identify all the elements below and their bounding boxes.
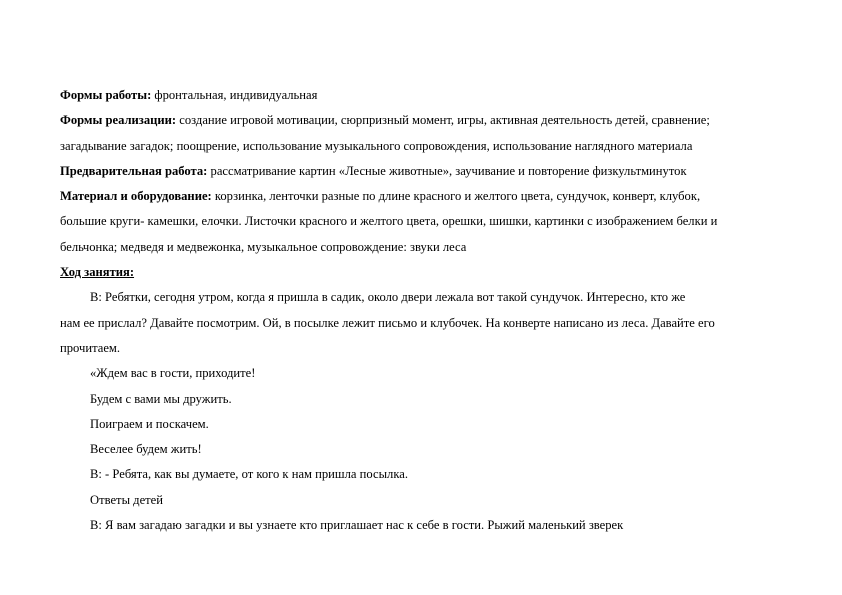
- poem-text-4: Веселее будем жить!: [90, 442, 202, 457]
- materials-text-2: большие круги- камешки, елочки. Листочки красного и желтого цвета, орешки, шишки, картинки с изображением белки и: [60, 214, 718, 229]
- poem-text-1: «Ждем вас в гости, приходите!: [90, 366, 256, 381]
- materials-text-1: корзинка, ленточки разные по длине красного и желтого цвета, сундучок, конверт, клубок,: [211, 189, 701, 204]
- paragraph1-text-2: нам ее прислал? Давайте посмотрим. Ой, в посылке лежит письмо и клубочек. На конверте написано из леса. Давайте его: [60, 315, 715, 330]
- poem-line-3: [60, 412, 792, 437]
- course-title-line: [60, 260, 792, 285]
- forms-realization-text-1: создание игровой мотивации, сюрпризный момент, игры, активная деятельность детей, сравнение;: [176, 113, 710, 128]
- preliminary-label: Предварительная работа:: [60, 163, 208, 178]
- forms-work-label: Формы работы:: [60, 88, 152, 102]
- forms-work-text: фронтальная, индивидуальная: [151, 88, 318, 102]
- forms-realization-line-2: [60, 134, 792, 159]
- materials-line-1: [60, 184, 792, 209]
- materials-line-2: [60, 209, 792, 234]
- preliminary-text: рассматривание картин «Лесные животные», заучивание и повторение физкультминуток: [207, 163, 687, 178]
- riddle-line: [60, 513, 792, 538]
- paragraph1-text-1: В: Ребятки, сегодня утром, когда я пришла в садик, около двери лежала вот такой сундучок. Интересно, кто же: [90, 290, 686, 305]
- poem-line-4: [60, 437, 792, 462]
- forms-realization-label: Формы реализации:: [60, 113, 177, 128]
- document-page: [60, 83, 792, 538]
- answers-line: [60, 488, 792, 513]
- poem-text-3: Поиграем и поскачем.: [90, 416, 209, 431]
- paragraph1-text-3: прочитаем.: [60, 340, 121, 355]
- question-line: [60, 462, 792, 487]
- forms-realization-text-2: загадывание загадок; поощрение, использование музыкального сопровождения, использование наглядного материала: [60, 138, 693, 153]
- preliminary-line: [60, 159, 792, 184]
- poem-line-2: [60, 387, 792, 412]
- materials-label: Материал и оборудование:: [60, 189, 212, 204]
- forms-work-line: [60, 83, 792, 108]
- forms-realization-line-1: [60, 108, 792, 133]
- poem-text-2: Будем с вами мы дружить.: [90, 391, 232, 406]
- course-title: Ход занятия:: [60, 265, 135, 280]
- paragraph1-line-1: [60, 285, 792, 310]
- materials-line-3: [60, 235, 792, 260]
- paragraph1-line-3: [60, 336, 792, 361]
- question-text: В: - Ребята, как вы думаете, от кого к нам пришла посылка.: [90, 467, 408, 482]
- paragraph1-line-2: [60, 311, 792, 336]
- poem-line-1: [60, 361, 792, 386]
- answers-text: Ответы детей: [90, 492, 164, 507]
- materials-text-3: бельчонка; медведя и медвежонка, музыкальное сопровождение: звуки леса: [60, 239, 467, 254]
- riddle-text: В: Я вам загадаю загадки и вы узнаете кто приглашает нас к себе в гости. Рыжий маленький зверек: [90, 518, 624, 533]
